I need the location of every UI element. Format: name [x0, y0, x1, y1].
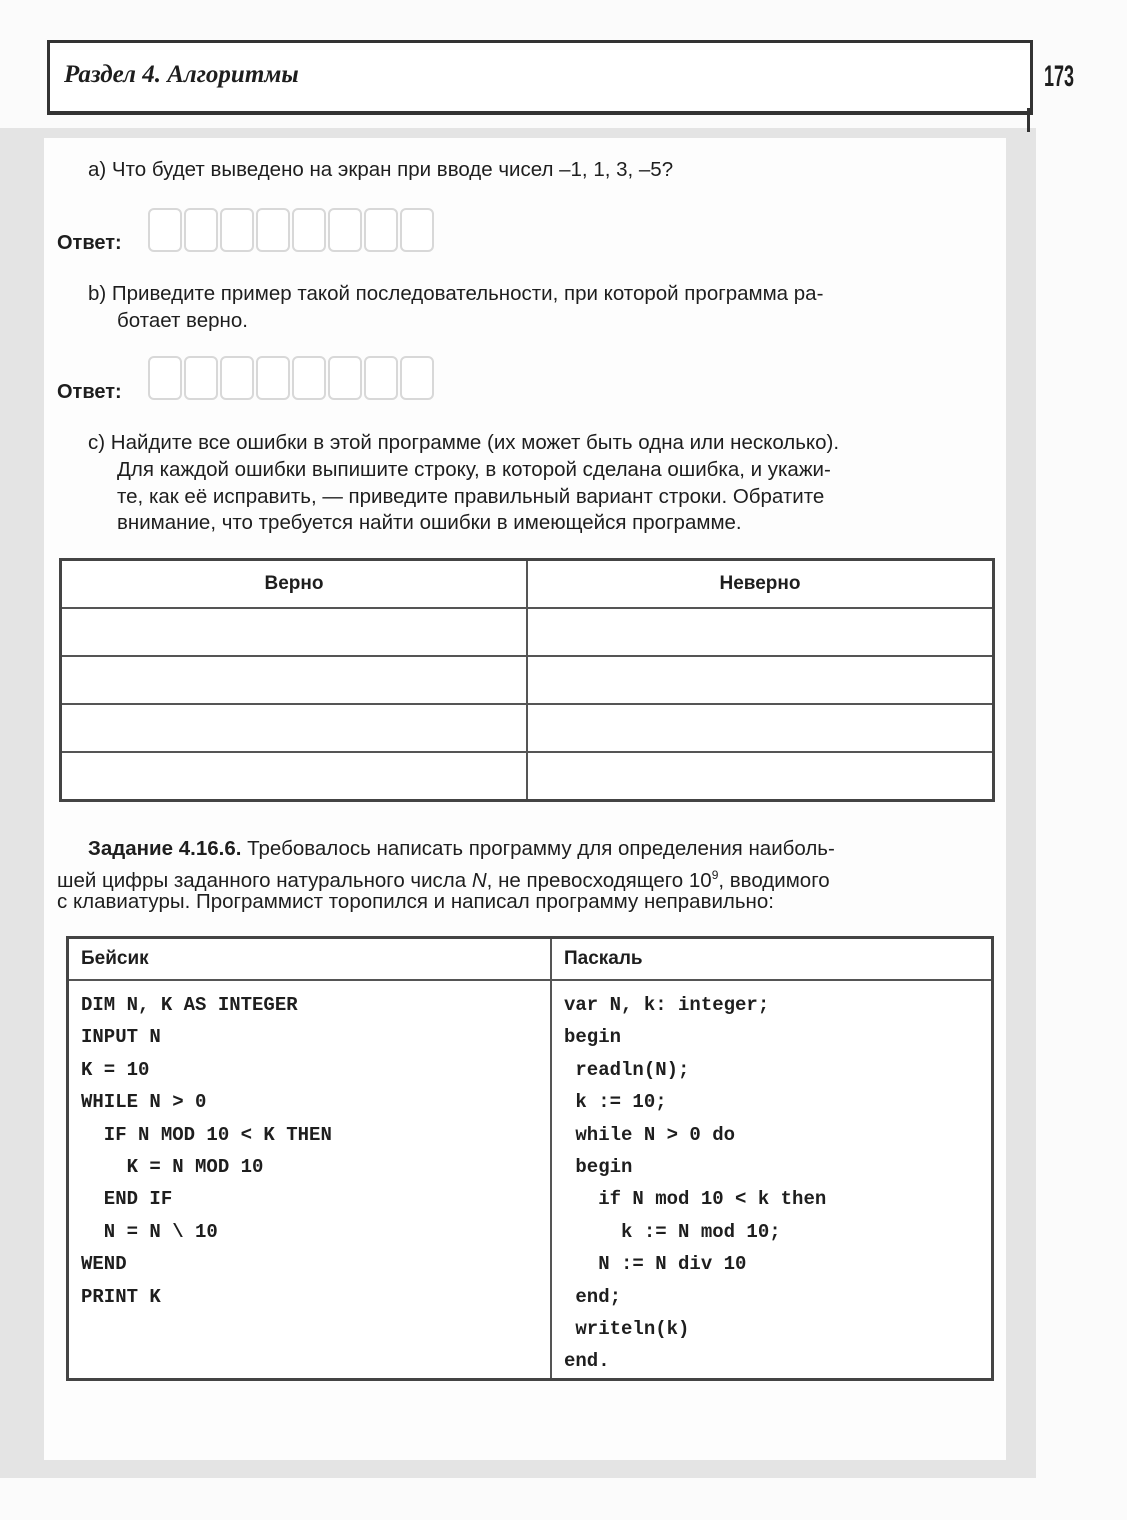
- question-b-line: b) Приведите пример такой последовательности, при которой программа ра-: [88, 282, 824, 305]
- section-header: [47, 40, 1033, 115]
- pascal-code-line: begin: [564, 1026, 622, 1049]
- exponent: 9: [711, 868, 719, 882]
- answer-cell[interactable]: [364, 356, 398, 400]
- answer-cell[interactable]: [61, 656, 528, 704]
- answer-cell[interactable]: [148, 208, 182, 252]
- answer-cell[interactable]: [292, 208, 326, 252]
- pascal-code-line: begin: [564, 1155, 633, 1178]
- question-a: a) Что будет выведено на экран при вводе чисел –1, 1, 3, –5?: [88, 158, 674, 181]
- answer-cell[interactable]: [527, 704, 994, 752]
- answer-cell[interactable]: [328, 356, 362, 400]
- task-line: Требовалось написать программу для определения наиболь-: [241, 837, 835, 860]
- table-row: [61, 608, 994, 656]
- answer-label-a: Ответ:: [57, 232, 122, 254]
- answer-cell[interactable]: [148, 356, 182, 400]
- pascal-code-line: readln(N);: [564, 1058, 690, 1081]
- task-line: , вводимого: [718, 868, 830, 892]
- table-row: [61, 656, 994, 704]
- answer-cell[interactable]: [61, 752, 528, 801]
- basic-code-line: INPUT N: [81, 1026, 161, 1049]
- basic-code-line: WEND: [81, 1253, 127, 1276]
- basic-code-line: K = N MOD 10: [81, 1155, 264, 1178]
- pascal-code-line: writeln(k): [564, 1317, 690, 1340]
- answer-cell[interactable]: [256, 356, 290, 400]
- task-label: Задание 4.16.6.: [88, 837, 242, 860]
- question-c-line: Для каждой ошибки выпишите строку, в которой сделана ошибка, и укажи-: [117, 458, 831, 481]
- column-header-basic: Бейсик: [68, 938, 552, 981]
- pascal-code-line: while N > 0 do: [564, 1123, 736, 1146]
- basic-code-line: WHILE N > 0: [81, 1091, 207, 1114]
- pascal-code: [551, 980, 993, 1379]
- pascal-code-line: end;: [564, 1285, 622, 1308]
- table-row: [61, 704, 994, 752]
- header-rule: [1027, 108, 1030, 132]
- column-header-incorrect: Неверно: [527, 560, 994, 609]
- answer-cell[interactable]: [400, 356, 434, 400]
- basic-code-line: IF N MOD 10 < K THEN: [81, 1123, 332, 1146]
- task-text: с клавиатуры. Программист торопился и написал программу неправильно:: [57, 890, 774, 913]
- answer-cell[interactable]: [527, 752, 994, 801]
- pascal-code-line: if N mod 10 < k then: [564, 1188, 827, 1211]
- basic-code-line: END IF: [81, 1188, 173, 1211]
- table-row: [61, 752, 994, 801]
- basic-code-line: K = 10: [81, 1058, 150, 1081]
- answer-cell[interactable]: [527, 608, 994, 656]
- variable-n: N: [471, 868, 487, 892]
- answer-cell[interactable]: [61, 608, 528, 656]
- task-text: [88, 835, 835, 862]
- basic-code-line: N = N \ 10: [81, 1220, 218, 1243]
- answer-cell[interactable]: [220, 356, 254, 400]
- code-table: [66, 936, 994, 1381]
- errors-table: [59, 558, 995, 802]
- task-line: шей цифры заданного натурального числа: [57, 868, 472, 892]
- basic-code-line: DIM N, K AS INTEGER: [81, 994, 298, 1016]
- answer-cell[interactable]: [328, 208, 362, 252]
- question-b-line: ботает верно.: [117, 309, 248, 332]
- answer-cell[interactable]: [220, 208, 254, 252]
- answer-cell[interactable]: [256, 208, 290, 252]
- pascal-code-line: var N, k: integer;: [564, 994, 770, 1016]
- task-line: , не превосходящего 10: [486, 868, 712, 892]
- basic-code: [68, 980, 552, 1379]
- pascal-code-line: k := 10;: [564, 1091, 667, 1114]
- section-title: Раздел 4. Алгоритмы: [64, 61, 299, 88]
- column-header-pascal: Паскаль: [551, 938, 993, 981]
- question-c-line: те, как её исправить, — приведите правильный вариант строки. Обратите: [117, 485, 825, 508]
- answer-cell[interactable]: [364, 208, 398, 252]
- pascal-code-line: N := N div 10: [564, 1253, 747, 1276]
- answer-label-b: Ответ:: [57, 381, 122, 403]
- question-c-line: c) Найдите все ошибки в этой программе (их может быть одна или несколько).: [88, 431, 840, 454]
- answer-cell[interactable]: [400, 208, 434, 252]
- answer-cell[interactable]: [184, 356, 218, 400]
- answer-cell[interactable]: [292, 356, 326, 400]
- page-number: 173: [1044, 60, 1075, 93]
- answer-box-a[interactable]: [148, 208, 434, 252]
- answer-cell[interactable]: [527, 656, 994, 704]
- answer-cell[interactable]: [61, 704, 528, 752]
- pascal-code-line: k := N mod 10;: [564, 1220, 781, 1243]
- pascal-code-line: end.: [564, 1350, 610, 1373]
- basic-code-line: PRINT K: [81, 1285, 161, 1308]
- answer-cell[interactable]: [184, 208, 218, 252]
- question-c-line: внимание, что требуется найти ошибки в имеющейся программе.: [117, 511, 742, 534]
- answer-box-b[interactable]: [148, 356, 434, 400]
- column-header-correct: Верно: [61, 560, 528, 609]
